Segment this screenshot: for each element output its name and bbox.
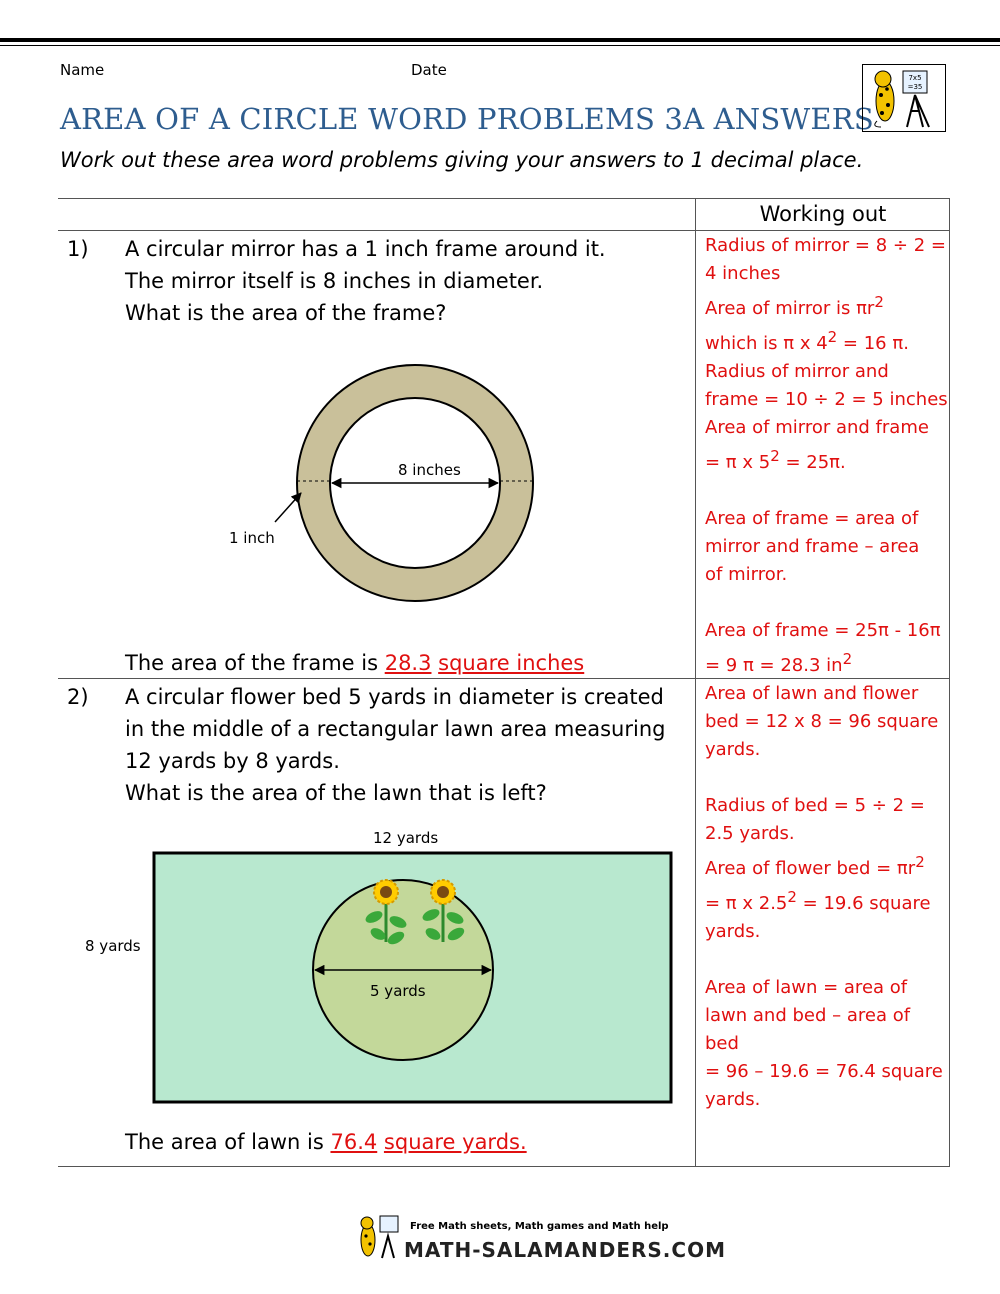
working-line: = π x $5^2 = 25\pi$. <box>705 447 846 473</box>
problem-1-answer <box>125 651 584 675</box>
working-line: 2.5 yards. <box>705 823 795 844</box>
name-label: Name <box>60 61 105 79</box>
working-line: Area of mirror and frame <box>705 417 929 438</box>
frame-pointer-arrow <box>275 493 301 522</box>
lawn-diagram <box>150 850 676 1106</box>
working-line: = π x $2.5^2 = 19.6$ square <box>705 888 931 914</box>
table-bottom-border <box>58 1166 950 1167</box>
question-line: in the middle of a rectangular lawn area measuring <box>125 717 666 741</box>
question-line: A circular flower bed 5 yards in diameter is created <box>125 685 664 709</box>
mirror-frame-diagram <box>200 350 580 640</box>
working-line: Radius of mirror = 8 ÷ 2 = <box>705 235 946 256</box>
footer-brand: MATH-SALAMANDERS.COM <box>404 1238 726 1262</box>
date-label: Date <box>411 61 447 79</box>
top-rule-thin <box>0 45 1000 46</box>
working-line: yards. <box>705 1089 761 1110</box>
table-right-border <box>949 198 950 1167</box>
column-divider <box>695 198 696 1167</box>
working-line: mirror and frame – area <box>705 536 920 557</box>
page-title: AREA OF A CIRCLE WORD PROBLEMS 3A ANSWERS <box>60 102 874 136</box>
working-line: of mirror. <box>705 564 788 585</box>
working-line: Area of mirror is $\pi r^2$ <box>705 293 884 319</box>
salamander-logo <box>862 64 946 132</box>
working-line: yards. <box>705 921 761 942</box>
working-line: Area of lawn = area of <box>705 977 908 998</box>
problem-1-working <box>705 232 948 680</box>
top-rule-thick <box>0 38 1000 42</box>
working-line: yards. <box>705 739 761 760</box>
working-line: lawn and bed – area of <box>705 1005 911 1026</box>
working-line: bed <box>705 1033 739 1054</box>
working-line: 4 inches <box>705 263 781 284</box>
problem-2-working <box>705 680 943 1114</box>
bed-diameter-label: 5 yards <box>370 982 426 1000</box>
working-out-header: Working out <box>759 202 887 226</box>
question-line: A circular mirror has a 1 inch frame around it. <box>125 237 606 261</box>
svg-text:7x5: 7x5 <box>908 74 922 82</box>
working-line: = 96 – 19.6 = 76.4 square <box>705 1061 943 1082</box>
working-line: = 9 π = 28.3 $in^2$ <box>705 650 853 676</box>
table-header-border <box>58 230 950 231</box>
instructions: Work out these area word problems giving your answers to 1 decimal place. <box>60 148 864 172</box>
working-line: which is π x $4^2 = 16$ π. <box>705 328 909 354</box>
problem-2-number: 2) <box>67 685 89 709</box>
svg-text:=35: =35 <box>907 83 923 91</box>
answer-prefix: The area of lawn is <box>125 1130 331 1154</box>
answer-unit: square yards. <box>383 1130 527 1154</box>
problem-1-question <box>125 233 606 329</box>
answer-value: 28.3 <box>384 651 432 675</box>
answer-prefix: The area of the frame is <box>125 651 385 675</box>
working-line: Area of frame = area of <box>705 508 919 529</box>
salamander-icon <box>863 65 945 131</box>
working-line: frame = 10 ÷ 2 = 5 inches <box>705 389 948 410</box>
question-line: 12 yards by 8 yards. <box>125 749 340 773</box>
question-line: What is the area of the frame? <box>125 301 447 325</box>
problem-2-question <box>125 681 665 809</box>
problem-1-number: 1) <box>67 237 89 261</box>
question-line: What is the area of the lawn that is left? <box>125 781 547 805</box>
question-line: The mirror itself is 8 inches in diameter. <box>125 269 544 293</box>
answer-value: 76.4 <box>330 1130 378 1154</box>
mirror-diameter-label: 8 inches <box>398 461 461 479</box>
frame-width-label: 1 inch <box>229 529 275 547</box>
footer-tagline: Free Math sheets, Math games and Math help <box>410 1221 669 1232</box>
lawn-width-label: 12 yards <box>373 829 439 847</box>
lawn-height-label: 8 yards <box>85 937 141 955</box>
working-line: Area of flower bed = $\pi r^2$ <box>705 853 925 879</box>
working-line: Area of frame = 25π - 16π <box>705 620 941 641</box>
footer-salamander-icon <box>352 1212 402 1262</box>
working-line: bed = 12 x 8 = 96 square <box>705 711 939 732</box>
working-line: Area of lawn and flower <box>705 683 919 704</box>
answer-unit: square inches <box>438 651 585 675</box>
table-top-border <box>58 198 950 199</box>
problem-2-answer <box>125 1130 527 1154</box>
working-line: Radius of mirror and <box>705 361 889 382</box>
working-line: Radius of bed = 5 ÷ 2 = <box>705 795 925 816</box>
